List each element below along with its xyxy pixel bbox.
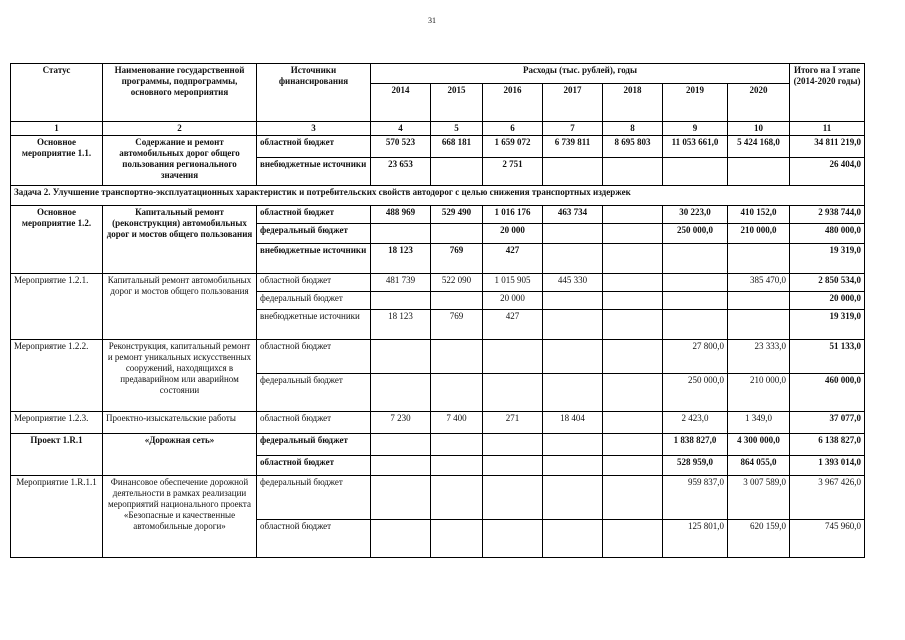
column-number: 5 — [431, 122, 483, 136]
cell-value — [603, 476, 663, 520]
cell-value — [371, 292, 431, 310]
cell-value: 27 800,0 — [663, 340, 728, 374]
cell-total: 34 811 219,0 — [790, 136, 865, 158]
cell-value — [728, 310, 790, 340]
column-number: 4 — [371, 122, 431, 136]
cell-value: 522 090 — [431, 274, 483, 292]
cell-value — [603, 374, 663, 412]
header-year: 2017 — [543, 84, 603, 122]
cell-value: 769 — [431, 244, 483, 274]
cell-total: 20 000,0 — [790, 292, 865, 310]
row-source: областной бюджет — [257, 206, 371, 224]
cell-value — [371, 224, 431, 244]
header-total: Итого на I этапе (2014-2020 годы) — [790, 64, 865, 122]
cell-value: 7 230 — [371, 412, 431, 434]
cell-value: 445 330 — [543, 274, 603, 292]
cell-value: 668 181 — [431, 136, 483, 158]
header-year: 2020 — [728, 84, 790, 122]
cell-total: 2 938 744,0 — [790, 206, 865, 224]
cell-total: 460 000,0 — [790, 374, 865, 412]
cell-value: 427 — [483, 310, 543, 340]
cell-value: 271 — [483, 412, 543, 434]
table-row — [11, 274, 865, 292]
cell-value: 11 053 661,0 — [663, 136, 728, 158]
row-source: федеральный бюджет — [257, 434, 371, 456]
column-number: 2 — [103, 122, 257, 136]
table-row — [11, 340, 865, 374]
cell-value: 864 055,0 — [728, 456, 790, 476]
header-year: 2016 — [483, 84, 543, 122]
column-number: 1 — [11, 122, 103, 136]
cell-value — [663, 292, 728, 310]
column-number: 3 — [257, 122, 371, 136]
cell-value: 769 — [431, 310, 483, 340]
cell-value: 528 959,0 — [663, 456, 728, 476]
row-status: Мероприятие 1.R.1.1 — [11, 476, 103, 558]
cell-value: 4 300 000,0 — [728, 434, 790, 456]
cell-total: 37 077,0 — [790, 412, 865, 434]
header-expenses: Расходы (тыс. рублей), годы — [371, 64, 790, 84]
column-number-row — [11, 122, 865, 136]
cell-value — [483, 476, 543, 520]
cell-value — [603, 310, 663, 340]
table-row — [11, 412, 865, 434]
cell-value: 8 695 803 — [603, 136, 663, 158]
cell-value: 481 739 — [371, 274, 431, 292]
row-name: Содержание и ремонт автомобильных дорог общего пользования регионального значения — [103, 136, 257, 186]
cell-value — [431, 292, 483, 310]
cell-value: 250 000,0 — [663, 374, 728, 412]
row-source: областной бюджет — [257, 274, 371, 292]
cell-value — [603, 206, 663, 224]
cell-total: 26 404,0 — [790, 158, 865, 186]
cell-value: 570 523 — [371, 136, 431, 158]
cell-value — [543, 456, 603, 476]
row-source: областной бюджет — [257, 520, 371, 558]
cell-value — [543, 224, 603, 244]
cell-value — [663, 244, 728, 274]
row-status: Мероприятие 1.2.2. — [11, 340, 103, 412]
cell-value: 18 123 — [371, 244, 431, 274]
cell-value — [431, 374, 483, 412]
row-source: областной бюджет — [257, 456, 371, 476]
page-number: 31 — [428, 16, 436, 25]
cell-value — [603, 340, 663, 374]
table-row — [11, 136, 865, 158]
row-source: областной бюджет — [257, 412, 371, 434]
cell-value: 210 000,0 — [728, 224, 790, 244]
cell-total: 3 967 426,0 — [790, 476, 865, 520]
cell-value — [431, 340, 483, 374]
cell-value — [483, 340, 543, 374]
cell-value — [543, 292, 603, 310]
cell-total: 745 960,0 — [790, 520, 865, 558]
cell-value — [543, 520, 603, 558]
cell-value — [603, 456, 663, 476]
header-name: Наименование государственной программы, подпрограммы, основного мероприятия — [103, 64, 257, 122]
row-source: внебюджетные источники — [257, 310, 371, 340]
task-row — [11, 186, 865, 206]
cell-value — [603, 292, 663, 310]
cell-value: 427 — [483, 244, 543, 274]
cell-value: 3 007 589,0 — [728, 476, 790, 520]
cell-total: 2 850 534,0 — [790, 274, 865, 292]
cell-value — [603, 434, 663, 456]
row-source: федеральный бюджет — [257, 292, 371, 310]
column-number: 9 — [663, 122, 728, 136]
task-title: Задача 2. Улучшение транспортно-эксплуатационных характеристик и потребительских свойств автодорог с целью снижения транспортных издержек — [11, 186, 865, 206]
row-source: областной бюджет — [257, 340, 371, 374]
cell-value — [431, 224, 483, 244]
cell-value: 125 801,0 — [663, 520, 728, 558]
cell-total: 19 319,0 — [790, 244, 865, 274]
cell-value: 385 470,0 — [728, 274, 790, 292]
cell-value: 410 152,0 — [728, 206, 790, 224]
cell-value: 2 423,0 — [663, 412, 728, 434]
cell-value: 620 159,0 — [728, 520, 790, 558]
cell-value — [663, 310, 728, 340]
row-name: Капитальный ремонт автомобильных дорог и мостов общего пользования — [103, 274, 257, 340]
row-status: Проект 1.R.1 — [11, 434, 103, 476]
cell-value: 1 838 827,0 — [663, 434, 728, 456]
cell-value: 18 404 — [543, 412, 603, 434]
cell-value: 463 734 — [543, 206, 603, 224]
header-year: 2014 — [371, 84, 431, 122]
cell-value — [371, 434, 431, 456]
cell-value — [431, 476, 483, 520]
cell-value: 18 123 — [371, 310, 431, 340]
cell-value: 5 424 168,0 — [728, 136, 790, 158]
cell-value: 1 016 176 — [483, 206, 543, 224]
column-number: 11 — [790, 122, 865, 136]
cell-value: 488 969 — [371, 206, 431, 224]
cell-value — [431, 434, 483, 456]
cell-value — [543, 476, 603, 520]
cell-value — [603, 412, 663, 434]
expenses-table — [10, 63, 865, 558]
cell-value — [543, 158, 603, 186]
row-source: внебюджетные источники — [257, 158, 371, 186]
column-number: 6 — [483, 122, 543, 136]
cell-total: 51 133,0 — [790, 340, 865, 374]
cell-value — [371, 520, 431, 558]
cell-value — [603, 244, 663, 274]
row-name: Проектно-изыскательские работы — [103, 412, 257, 434]
cell-value: 6 739 811 — [543, 136, 603, 158]
cell-value — [431, 158, 483, 186]
header-year: 2015 — [431, 84, 483, 122]
column-number: 7 — [543, 122, 603, 136]
cell-value: 959 837,0 — [663, 476, 728, 520]
cell-value — [431, 456, 483, 476]
cell-value — [603, 158, 663, 186]
cell-total: 1 393 014,0 — [790, 456, 865, 476]
header-year: 2019 — [663, 84, 728, 122]
cell-value — [483, 434, 543, 456]
cell-value — [543, 340, 603, 374]
row-source: внебюджетные источники — [257, 244, 371, 274]
cell-value: 1 349,0 — [728, 412, 790, 434]
row-status: Мероприятие 1.2.1. — [11, 274, 103, 340]
row-status: Мероприятие 1.2.3. — [11, 412, 103, 434]
cell-value — [663, 158, 728, 186]
cell-total: 19 319,0 — [790, 310, 865, 340]
cell-value: 23 333,0 — [728, 340, 790, 374]
row-status: Основное мероприятие 1.2. — [11, 206, 103, 274]
cell-value — [728, 158, 790, 186]
cell-value: 30 223,0 — [663, 206, 728, 224]
cell-value — [543, 310, 603, 340]
row-source: федеральный бюджет — [257, 224, 371, 244]
row-source: федеральный бюджет — [257, 476, 371, 520]
cell-value — [603, 274, 663, 292]
cell-value — [603, 224, 663, 244]
row-name: Капитальный ремонт (реконструкция) автомобильных дорог и мостов общего пользования — [103, 206, 257, 274]
table-row — [11, 206, 865, 224]
table-row — [11, 476, 865, 520]
row-name: Реконструкция, капитальный ремонт и ремонт уникальных искусственных сооружений, находящихся в предаварийном или аварийном состоянии — [103, 340, 257, 412]
cell-value — [728, 292, 790, 310]
cell-value — [371, 374, 431, 412]
cell-value: 529 490 — [431, 206, 483, 224]
cell-value — [543, 244, 603, 274]
cell-value — [543, 434, 603, 456]
cell-value — [371, 476, 431, 520]
cell-value — [603, 520, 663, 558]
header-year: 2018 — [603, 84, 663, 122]
row-status: Основное мероприятие 1.1. — [11, 136, 103, 186]
row-source: федеральный бюджет — [257, 374, 371, 412]
column-number: 8 — [603, 122, 663, 136]
table-row — [11, 434, 865, 456]
cell-value — [483, 456, 543, 476]
row-name: «Дорожная сеть» — [103, 434, 257, 476]
cell-value — [431, 520, 483, 558]
cell-value: 2 751 — [483, 158, 543, 186]
cell-value — [543, 374, 603, 412]
cell-value: 250 000,0 — [663, 224, 728, 244]
cell-value — [371, 340, 431, 374]
row-source: областной бюджет — [257, 136, 371, 158]
header-sources: Источники финансирования — [257, 64, 371, 122]
cell-value: 1 659 072 — [483, 136, 543, 158]
cell-total: 6 138 827,0 — [790, 434, 865, 456]
cell-value — [663, 274, 728, 292]
cell-value — [483, 374, 543, 412]
cell-value: 20 000 — [483, 224, 543, 244]
cell-value: 210 000,0 — [728, 374, 790, 412]
column-number: 10 — [728, 122, 790, 136]
cell-value — [728, 244, 790, 274]
row-name: Финансовое обеспечение дорожной деятельности в рамках реализации мероприятий национального проекта «Безопасные и качественные автомобильные дороги» — [103, 476, 257, 558]
cell-value: 23 653 — [371, 158, 431, 186]
cell-value: 7 400 — [431, 412, 483, 434]
cell-value: 20 000 — [483, 292, 543, 310]
cell-total: 480 000,0 — [790, 224, 865, 244]
cell-value: 1 015 905 — [483, 274, 543, 292]
cell-value — [371, 456, 431, 476]
header-status: Статус — [11, 64, 103, 122]
cell-value — [483, 520, 543, 558]
